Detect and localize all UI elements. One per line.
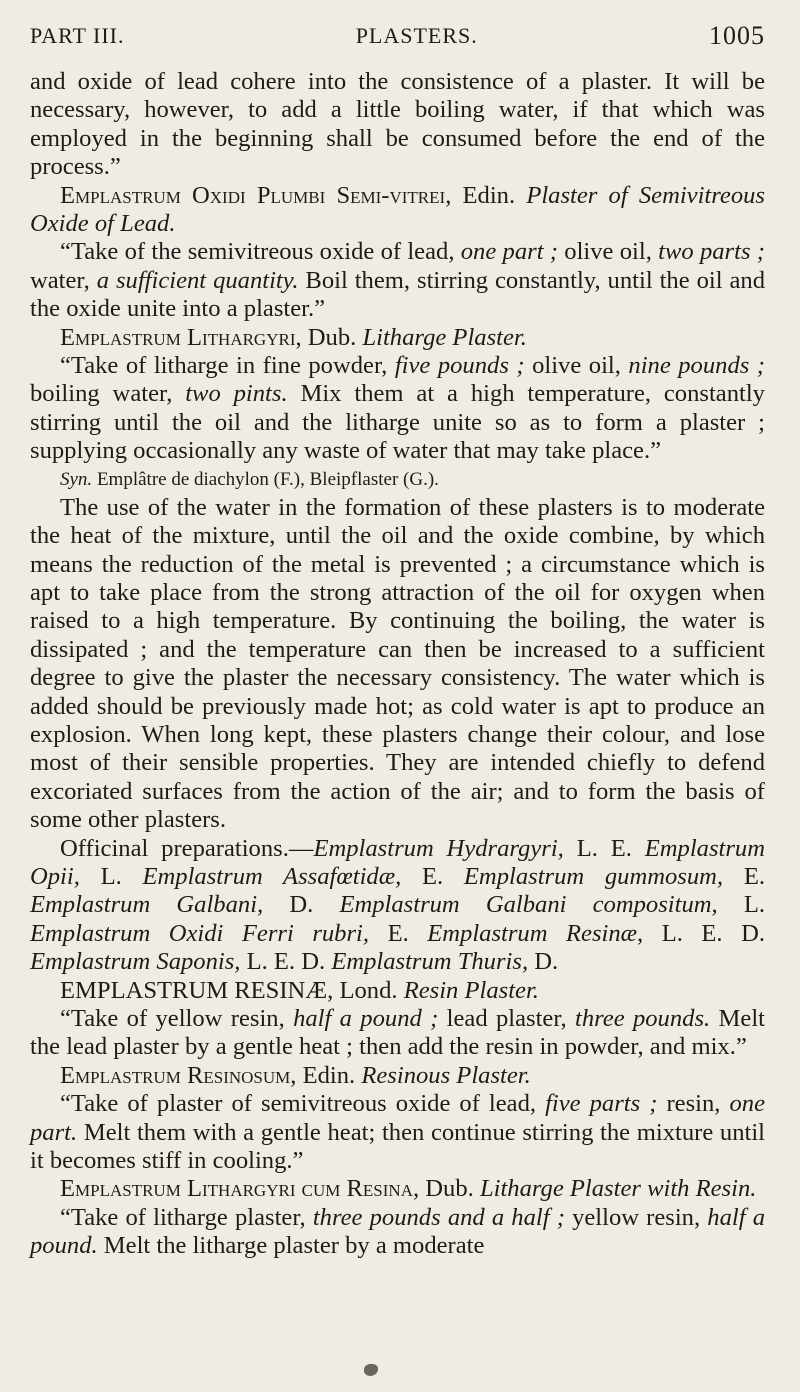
entry-english-name: Plaster of Semivitreous Oxide of Lead. bbox=[30, 181, 765, 238]
entry-heading-emplastrum-lithargyri-cum-resina bbox=[30, 1175, 765, 1203]
entry-heading-emplastrum-oxidi-plumbi bbox=[30, 182, 765, 239]
officinal-preparations: Officinal preparations.—Emplastrum Hydrargyri, L. E. Emplastrum Opii, L. Emplastrum Assafœtidæ, E. Emplastrum gummosum, E. Emplastrum Galbani, D. Emplastrum Galbani compositum, L. Emplastrum Oxidi Ferri rubri, E. Emplastrum Resinæ, L. E. D. Emplastrum Saponis, L. E. D. Emplastrum Thuris, D. bbox=[30, 834, 765, 976]
commentary-paragraph: The use of the water in the formation of these plasters is to moderate the heat of the mixture, until the oil and the oxide combine, by which means the reduction of the metal is prevented ; a circumstance which is apt to take place from the strong attraction of the oil for oxygen when raised to a high temperature. By continuing the boiling, the water is dissipated ; and the temperature can then be increased to a sufficient degree to give the plaster the necessary consistency. The water which is added should be previously made hot; as cold water is apt to produce an explosion. When long kept, these plasters change their colour, and lose most of their sensible properties. They are intended chiefly to defend excoriated surfaces from the action of the air; and to form the basis of some other plasters. bbox=[30, 493, 765, 834]
page-number: 1005 bbox=[708, 21, 765, 50]
entry-english-name: Resin Plaster. bbox=[403, 976, 539, 1004]
entry-english-name: Resinous Plaster. bbox=[361, 1061, 531, 1089]
recipe-paragraph: “Take of yellow resin, half a pound ; lead plaster, three pounds. Melt the lead plaster by a gentle heat ; then add the resin in powder, and mix.” bbox=[30, 1005, 765, 1061]
preparation-name: Emplastrum Assafœtidæ, bbox=[142, 862, 402, 890]
preparation-name: Emplastrum Thuris, bbox=[331, 948, 529, 976]
ink-smudge bbox=[364, 1364, 378, 1376]
entry-heading-emplastrum-lithargyri bbox=[30, 324, 765, 352]
recipe-paragraph: “Take of the semivitreous oxide of lead, one part ; olive oil, two parts ; water, a sufficient quantity. Boil them, stirring constantly, until the oil and the oxide unite into a plaster.” bbox=[30, 238, 766, 323]
preparation-name: Emplastrum Opii, bbox=[30, 834, 765, 890]
recipe-paragraph: “Take of litharge in fine powder, five pounds ; olive oil, nine pounds ; boiling water, two pints. Mix them at a high temperature, constantly stirring until the oil and the litharge unite so as to form a plaster ; supplying occasionally any waste of water that may take place.” bbox=[30, 352, 766, 465]
synonyms-text: Emplâtre de diachylon (F.), Bleipflaster (G.). bbox=[96, 468, 439, 490]
preparation-name: Emplastrum Resinæ, bbox=[427, 919, 644, 947]
entry-latin-name: Emplastrum Lithargyri, bbox=[60, 323, 302, 351]
recipe-paragraph: “Take of plaster of semivitreous oxide of lead, five parts ; resin, one part. Melt them with a gentle heat; then continue stirring the mixture until it becomes stiff in cooling.” bbox=[30, 1090, 765, 1175]
entry-latin-name: Emplastrum Lithargyri cum Resina, bbox=[60, 1175, 420, 1203]
entry-source: Edin. bbox=[302, 1061, 356, 1089]
entry-latin-name: Emplastrum Resinosum, bbox=[60, 1061, 297, 1089]
running-header bbox=[30, 18, 765, 54]
preparation-name: Emplastrum Galbani, bbox=[30, 891, 264, 919]
entry-source: Dub. bbox=[307, 323, 357, 351]
page-body bbox=[30, 68, 765, 1261]
synonyms-line bbox=[30, 466, 765, 494]
entry-english-name: Litharge Plaster. bbox=[362, 323, 527, 351]
section-title: PLASTERS. bbox=[355, 23, 478, 48]
entry-source: Edin. bbox=[462, 181, 516, 209]
synonyms-label: Syn. bbox=[60, 468, 93, 490]
paragraph-continuation: and oxide of lead cohere into the consistence of a plaster. It will be necessary, however, to add a little boiling water, if that which was employed in the beginning shall be consumed before the end of the process.” bbox=[30, 68, 765, 181]
entry-heading-emplastrum-resinae bbox=[30, 977, 765, 1005]
entry-source: Lond. bbox=[339, 976, 398, 1004]
entry-source: Dub. bbox=[425, 1175, 474, 1203]
officinal-lead: Officinal preparations.— bbox=[60, 834, 314, 862]
entry-english-name: Litharge Plaster with Resin. bbox=[479, 1175, 757, 1203]
entry-latin-name: EMPLASTRUM RESINÆ, bbox=[60, 976, 334, 1004]
entry-latin-name: Emplastrum Oxidi Plumbi Semi-vitrei, bbox=[60, 181, 452, 209]
preparation-name: Emplastrum Hydrargyri, bbox=[313, 834, 564, 862]
preparation-name: Emplastrum Galbani compositum, bbox=[339, 891, 718, 919]
part-label: PART III. bbox=[30, 23, 125, 48]
preparation-name: Emplastrum gummosum, bbox=[463, 862, 724, 890]
preparation-name: Emplastrum Saponis, bbox=[30, 948, 241, 976]
preparation-name: Emplastrum Oxidi Ferri rubri, bbox=[30, 919, 370, 947]
recipe-paragraph: “Take of litharge plaster, three pounds and a half ; yellow resin, half a pound. Melt the litharge plaster by a moderate bbox=[30, 1203, 765, 1260]
entry-heading-emplastrum-resinosum bbox=[30, 1062, 765, 1090]
